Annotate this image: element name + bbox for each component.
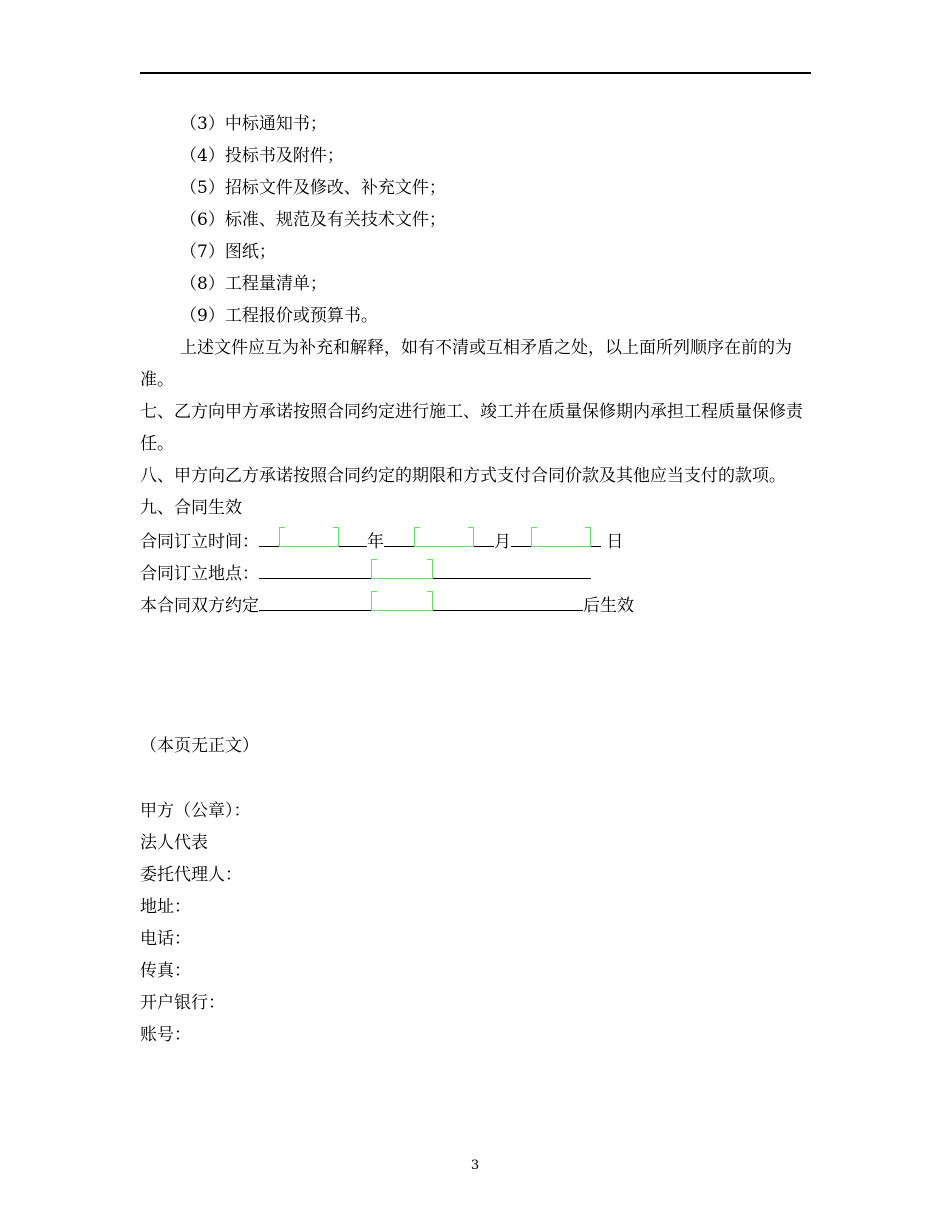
- year-field[interactable]: [279, 524, 339, 547]
- blank-line: [259, 588, 371, 611]
- party-a-account: 账号：: [140, 1025, 191, 1045]
- priority-paragraph: 上述文件应互为补充和解释，如有不清或互相矛盾之处，以上面所列顺序在前的为准。: [140, 338, 792, 390]
- list-item: （5）招标文件及修改、补充文件；: [180, 178, 446, 198]
- sign-time-label: 合同订立时间：: [140, 532, 259, 552]
- sign-time-row: [140, 524, 811, 556]
- day-label: 日: [606, 532, 624, 552]
- effective-row: [140, 588, 811, 620]
- clause-8: 八、甲方向乙方承诺按照合同约定的期限和方式支付合同价款及其他应当支付的款项。: [140, 466, 786, 486]
- party-a-fax: 传真：: [140, 961, 191, 981]
- party-a-legal-rep: 法人代表: [140, 833, 208, 853]
- party-a-agent: 委托代理人：: [140, 865, 242, 885]
- no-text-note: （本页无正文）: [140, 736, 259, 756]
- party-a-address: 地址：: [140, 897, 191, 917]
- year-label: 年: [367, 532, 384, 552]
- document-body: [140, 108, 811, 1051]
- list-item: （6）标准、规范及有关技术文件；: [180, 210, 446, 230]
- list-item: （8）工程量清单；: [180, 274, 327, 294]
- blank-line: [433, 556, 591, 579]
- month-label: 月: [494, 532, 511, 552]
- list-item: （7）图纸；: [180, 242, 276, 262]
- effective-field[interactable]: [371, 588, 433, 611]
- place-field[interactable]: [371, 556, 433, 579]
- party-a-phone: 电话：: [140, 929, 191, 949]
- header-rule: [140, 72, 811, 74]
- blank-line: [433, 588, 583, 611]
- blank-line: [474, 524, 494, 547]
- blank-line: [339, 524, 367, 547]
- blank-line: [591, 524, 601, 547]
- list-item: （3）中标通知书；: [180, 114, 327, 134]
- party-a-bank: 开户银行：: [140, 993, 225, 1013]
- blank-line: [259, 556, 371, 579]
- effective-suffix: 后生效: [583, 596, 634, 616]
- party-a-seal: 甲方（公章）：: [140, 801, 251, 821]
- day-field[interactable]: [531, 524, 591, 547]
- month-field[interactable]: [414, 524, 474, 547]
- effective-label: 本合同双方约定: [140, 596, 259, 616]
- clause-7: 七、乙方向甲方承诺按照合同约定进行施工、竣工并在质量保修期内承担工程质量保修责任。: [140, 402, 803, 454]
- sign-place-label: 合同订立地点：: [140, 564, 259, 584]
- blank-line: [259, 524, 279, 547]
- page-number: 3: [470, 1158, 480, 1173]
- sign-place-row: [140, 556, 811, 588]
- blank-line: [511, 524, 531, 547]
- list-item: （4）投标书及附件；: [180, 146, 344, 166]
- list-item: （9）工程报价或预算书。: [180, 306, 378, 326]
- clause-9-title: 九、合同生效: [140, 498, 242, 518]
- blank-line: [384, 524, 414, 547]
